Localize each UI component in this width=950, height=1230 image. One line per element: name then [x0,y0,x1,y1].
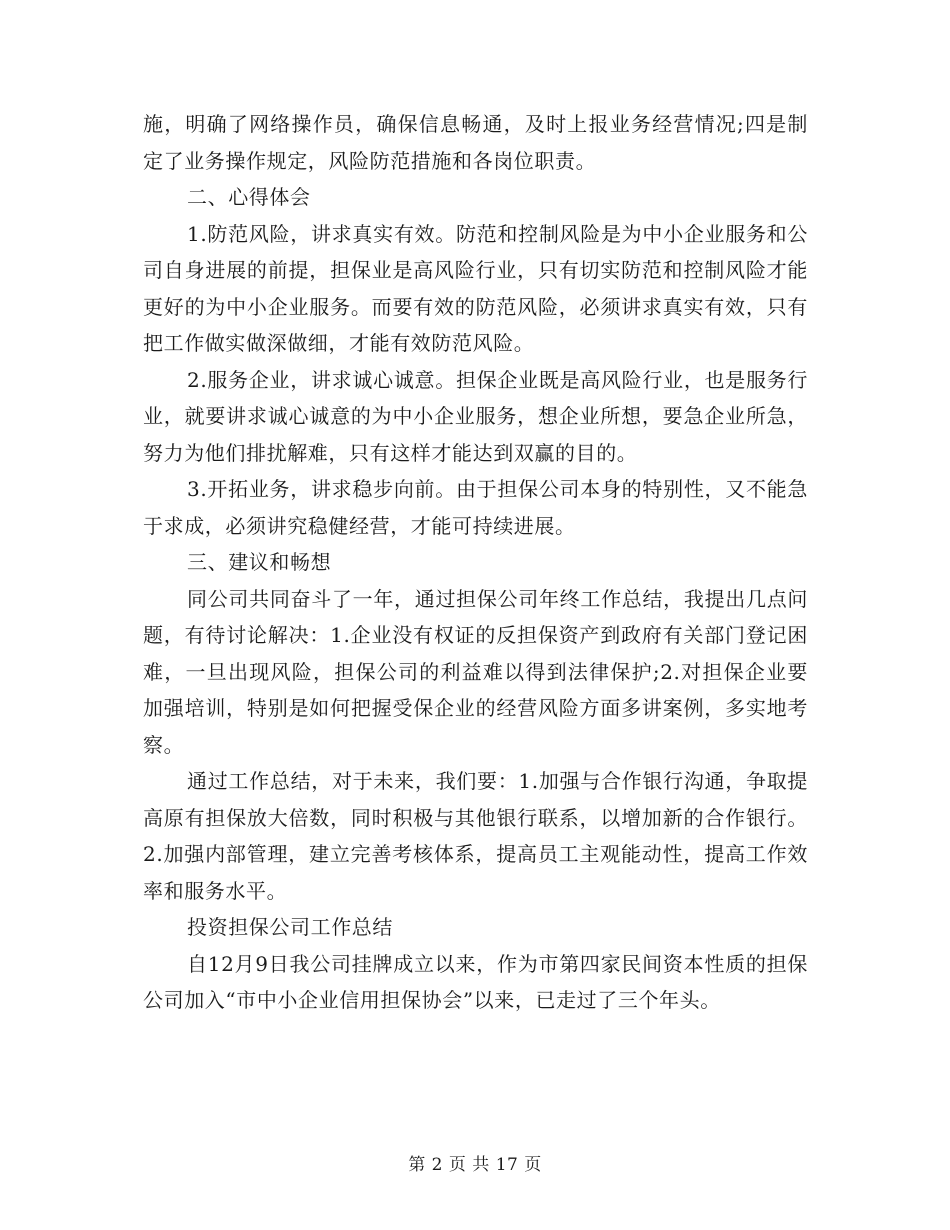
section-heading-experience: 二、心得体会 [187,185,311,209]
paragraph-business-expansion: 3.开拓业务，讲求稳步向前。由于担保公司本身的特别性，又不能急于求成，必须讲究稳健经营，才能可持续进展。 [143,477,808,538]
page-number-footer: 第 2 页 共 17 页 [408,1155,542,1175]
section-heading-suggestions: 三、建议和畅想 [187,550,332,574]
paragraph-continuation: 施，明确了网络操作员，确保信息畅通，及时上报业务经营情况;四是制定了业务操作规定，风险防范措施和各岗位职责。 [143,112,808,173]
paragraph-company-intro: 自12月9日我公司挂牌成立以来，作为市第四家民间资本性质的担保公司加入“市中小企业信用担保协会”以来，已走过了三个年头。 [143,951,808,1012]
paragraph-issues: 同公司共同奋斗了一年，通过担保公司年终工作总结，我提出几点问题，有待讨论解决：1.企业没有权证的反担保资产到政府有关部门登记困难，一旦出现风险，担保公司的利益难以得到法律保护;2.对担保企业要加强培训，特别是如何把握受保企业的经营风险方面多讲案例，多实地考察。 [143,586,808,757]
paragraph-risk-prevention: 1.防范风险，讲求真实有效。防范和控制风险是为中小企业服务和公司自身进展的前提，担保业是高风险行业，只有切实防范和控制风险才能更好的为中小企业服务。而要有效的防范风险，必须讲求真实有效，只有把工作做实做深做细，才能有效防范风险。 [143,221,808,355]
paragraph-service-enterprise: 2.服务企业，讲求诚心诚意。担保企业既是高风险行业，也是服务行业，就要讲求诚心诚意的为中小企业服务，想企业所想，要急企业所急，努力为他们排扰解难，只有这样才能达到双赢的目的。 [143,367,808,465]
document-body [143,106,808,1019]
section-heading-summary-title: 投资担保公司工作总结 [187,915,393,939]
paragraph-future-plans: 通过工作总结，对于未来，我们要：1.加强与合作银行沟通，争取提高原有担保放大倍数，同时积极与其他银行联系，以增加新的合作银行。2.加强内部管理，建立完善考核体系，提高员工主观能动性，提高工作效率和服务水平。 [143,769,808,903]
